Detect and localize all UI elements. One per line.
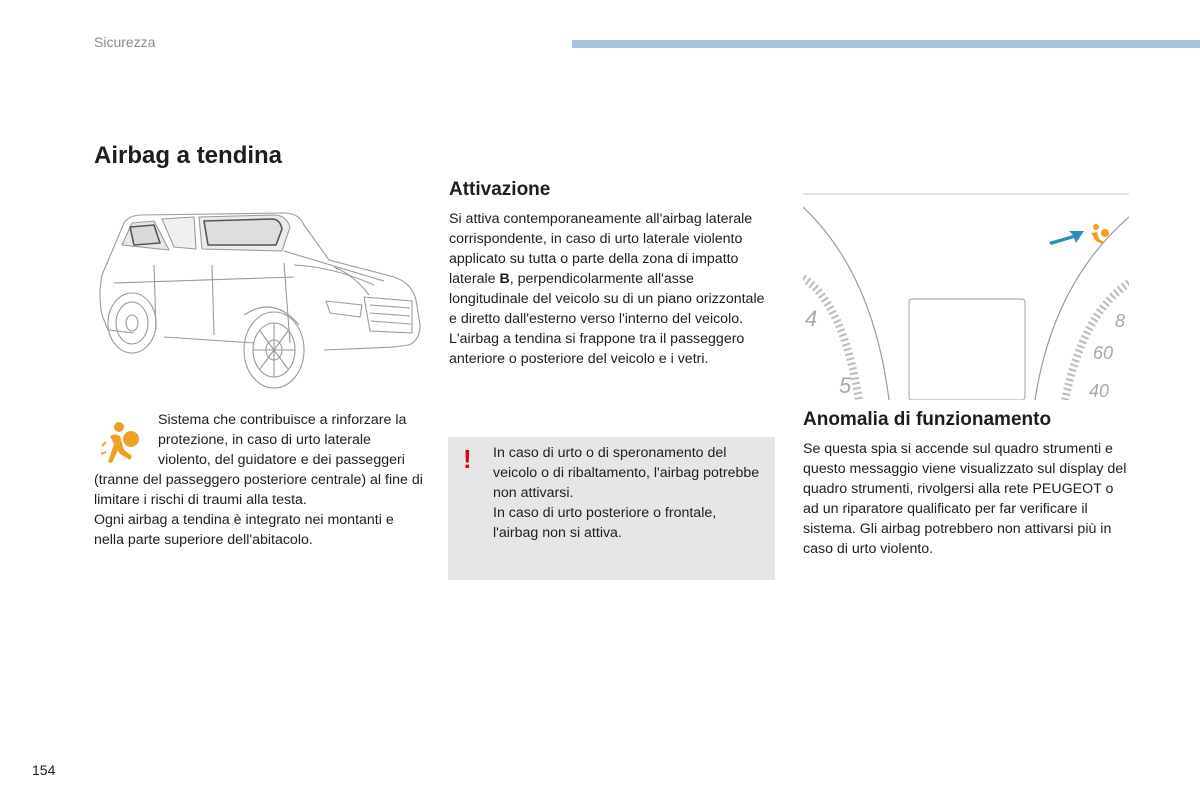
activation-paragraph-2: L'airbag a tendina si frappone tra il passeggero anteriore o posteriore del veicolo e i vetri. <box>449 331 745 367</box>
gauge-tick-label: 5 <box>839 373 852 398</box>
page-number: 154 <box>32 762 56 778</box>
airbag-warning-icon <box>94 410 158 470</box>
activation-heading: Attivazione <box>449 179 551 200</box>
car-drawing <box>94 205 426 395</box>
intro-block <box>94 410 426 550</box>
activation-paragraph-1 <box>449 209 773 329</box>
activation-text-part: Si attiva contemporaneamente all'airbag laterale corrispondente, in caso di urto laterale violento applicato su tutta o parte della zona di impatto laterale <box>449 211 753 287</box>
warning-line-1: In caso di urto o di speronamento del veicolo o di ribaltamento, l'airbag potrebbe non attivarsi. <box>493 445 760 501</box>
exclamation-icon: ! <box>463 444 472 474</box>
malfunction-text: Se questa spia si accende sul quadro strumenti e questo messaggio viene visualizzato sul display del quadro strumenti, rivolgersi alla rete PEUGEOT o ad un riparatore qualificato per far verificare il sistema. Gli airbag potrebbero non attivarsi più in caso di urto violento. <box>803 441 1127 557</box>
zone-letter: B <box>499 271 510 287</box>
gauge-tick-label: 8 <box>1115 311 1126 331</box>
gauge-tick-label: 60 <box>1093 343 1114 363</box>
header-accent-bar <box>572 40 1200 48</box>
gauge-tick-label: 40 <box>1089 381 1110 400</box>
intro-paragraph: Sistema che contribuisce a rinforzare la protezione, in caso di urto laterale violento, del guidatore e dei passeggeri (tranne del passeggero posteriore centrale) al fine di limitare i rischi di traumi alla testa. <box>94 412 423 508</box>
warning-line-2: In caso di urto posteriore o frontale, l'airbag non si attiva. <box>493 505 717 541</box>
page-title: Airbag a tendina <box>94 142 283 169</box>
section-label: Sicurezza <box>94 34 156 50</box>
gauge-tick-label: 4 <box>805 306 818 331</box>
warning-text <box>493 443 763 543</box>
car-illustration <box>94 205 426 395</box>
activation-text-part: , perpendicolarmente all'asse longitudinale del veicolo su di un piano orizzontale e diretto dall'esterno verso l'interno del veicolo. <box>449 271 765 327</box>
activation-text <box>449 209 773 369</box>
detail-paragraph: Ogni airbag a tendina è integrato nei montanti e nella parte superiore dell'abitacolo. <box>94 512 394 548</box>
dashboard-illustration <box>803 193 1129 400</box>
malfunction-heading: Anomalia di funzionamento <box>803 409 1052 430</box>
dashboard-drawing <box>803 193 1129 400</box>
